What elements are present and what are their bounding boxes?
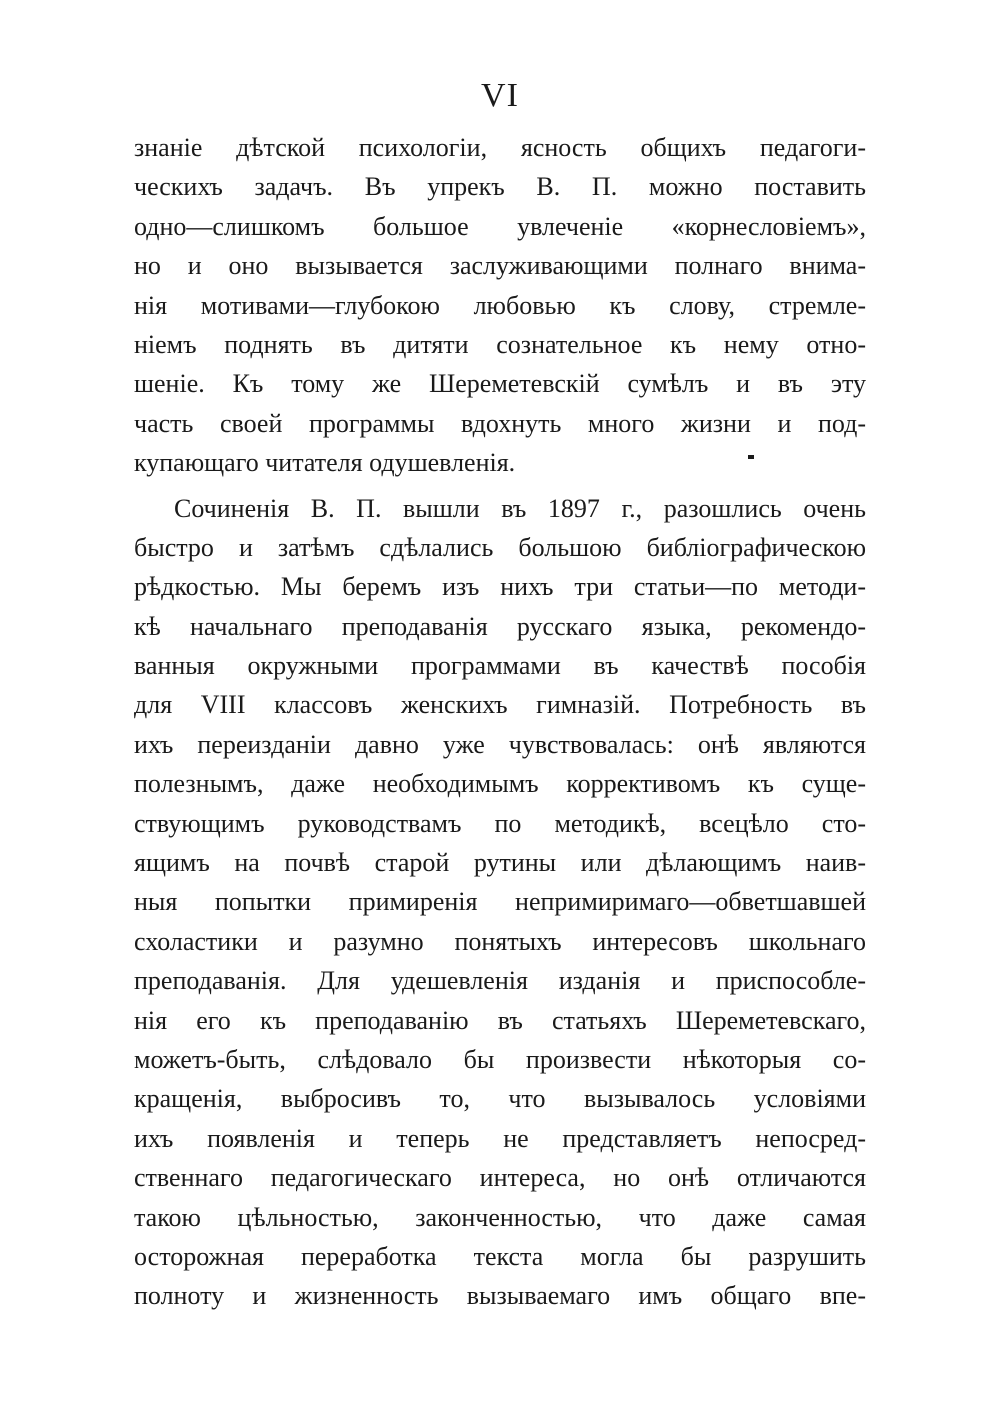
text-line: для VIII классовъ женскихъ гимназій. Потребность въ [134, 690, 866, 720]
paragraph-1 [134, 128, 866, 483]
page-number: VI [481, 77, 519, 114]
text-line: одно—слишкомъ большое увлеченіе «корнесловіемъ», [134, 211, 866, 241]
text-line: можетъ-быть, слѣдовало бы произвести нѣкоторыя со- [134, 1044, 866, 1074]
text-line: быстро и затѣмъ сдѣлались большою библіографическою [134, 532, 866, 562]
text-line: схоластики и разумно понятыхъ интересовъ школьнаго [134, 926, 866, 956]
paragraph-2 [134, 489, 866, 1316]
text-line: осторожная переработка текста могла бы разрушить [134, 1241, 866, 1271]
text-line: ныя попытки примиренія непримиримаго—обветшавшей [134, 887, 866, 917]
text-line: ственнаго педагогическаго интереса, но онѣ отличаются [134, 1163, 866, 1193]
text-line: ихъ появленія и теперь не представляетъ непосред- [134, 1123, 866, 1153]
text-line: кѣ начальнаго преподаванія русскаго языка, рекомендо- [134, 611, 866, 641]
text-line: ческихъ задачъ. Въ упрекъ В. П. можно поставить [134, 172, 866, 202]
text-line: ванныя окружными программами въ качествѣ пособія [134, 651, 866, 681]
text-line: преподаванія. Для удешевленія изданія и приспособле- [134, 966, 866, 996]
text-line: нія его къ преподаванію въ статьяхъ Шереметевскаго, [134, 1005, 866, 1035]
text-line: полноту и жизненность вызываемаго имъ общаго впе- [134, 1281, 866, 1311]
text-line: такою цѣльностью, законченностью, что даже самая [134, 1202, 866, 1232]
text-line: Сочиненія В. П. вышли въ 1897 г., разошлись очень [174, 493, 866, 523]
text-line: ихъ переизданіи давно уже чувствовалась: онѣ являются [134, 729, 866, 759]
body-text [134, 128, 866, 1316]
text-line: кращенія, выбросивъ то, что вызывалось условіями [134, 1084, 866, 1114]
text-line: полезнымъ, даже необходимымъ коррективомъ къ суще- [134, 769, 866, 799]
text-line: шеніе. Къ тому же Шереметевскій сумѣлъ и въ эту [134, 369, 866, 399]
text-line: часть своей программы вдохнуть много жизни и под- [134, 408, 866, 438]
text-line: знаніе дѣтской психологіи, ясность общихъ педагоги- [134, 133, 866, 162]
text-line: ящимъ на почвѣ старой рутины или дѣлающимъ наив- [134, 848, 866, 878]
text-line: рѣдкостью. Мы беремъ изъ нихъ три статьи—по методи- [134, 572, 866, 602]
text-line: купающаго читателя одушевленія. [134, 448, 516, 478]
text-line: но и оно вызывается заслуживающими полнаго внима- [134, 251, 866, 281]
text-line: ніемъ поднять въ дитяти сознательное къ нему отно- [134, 329, 866, 359]
text-line: ствующимъ руководствамъ по методикѣ, всецѣло сто- [134, 808, 866, 838]
text-line: нія мотивами—глубокою любовью къ слову, стремле- [134, 290, 866, 320]
